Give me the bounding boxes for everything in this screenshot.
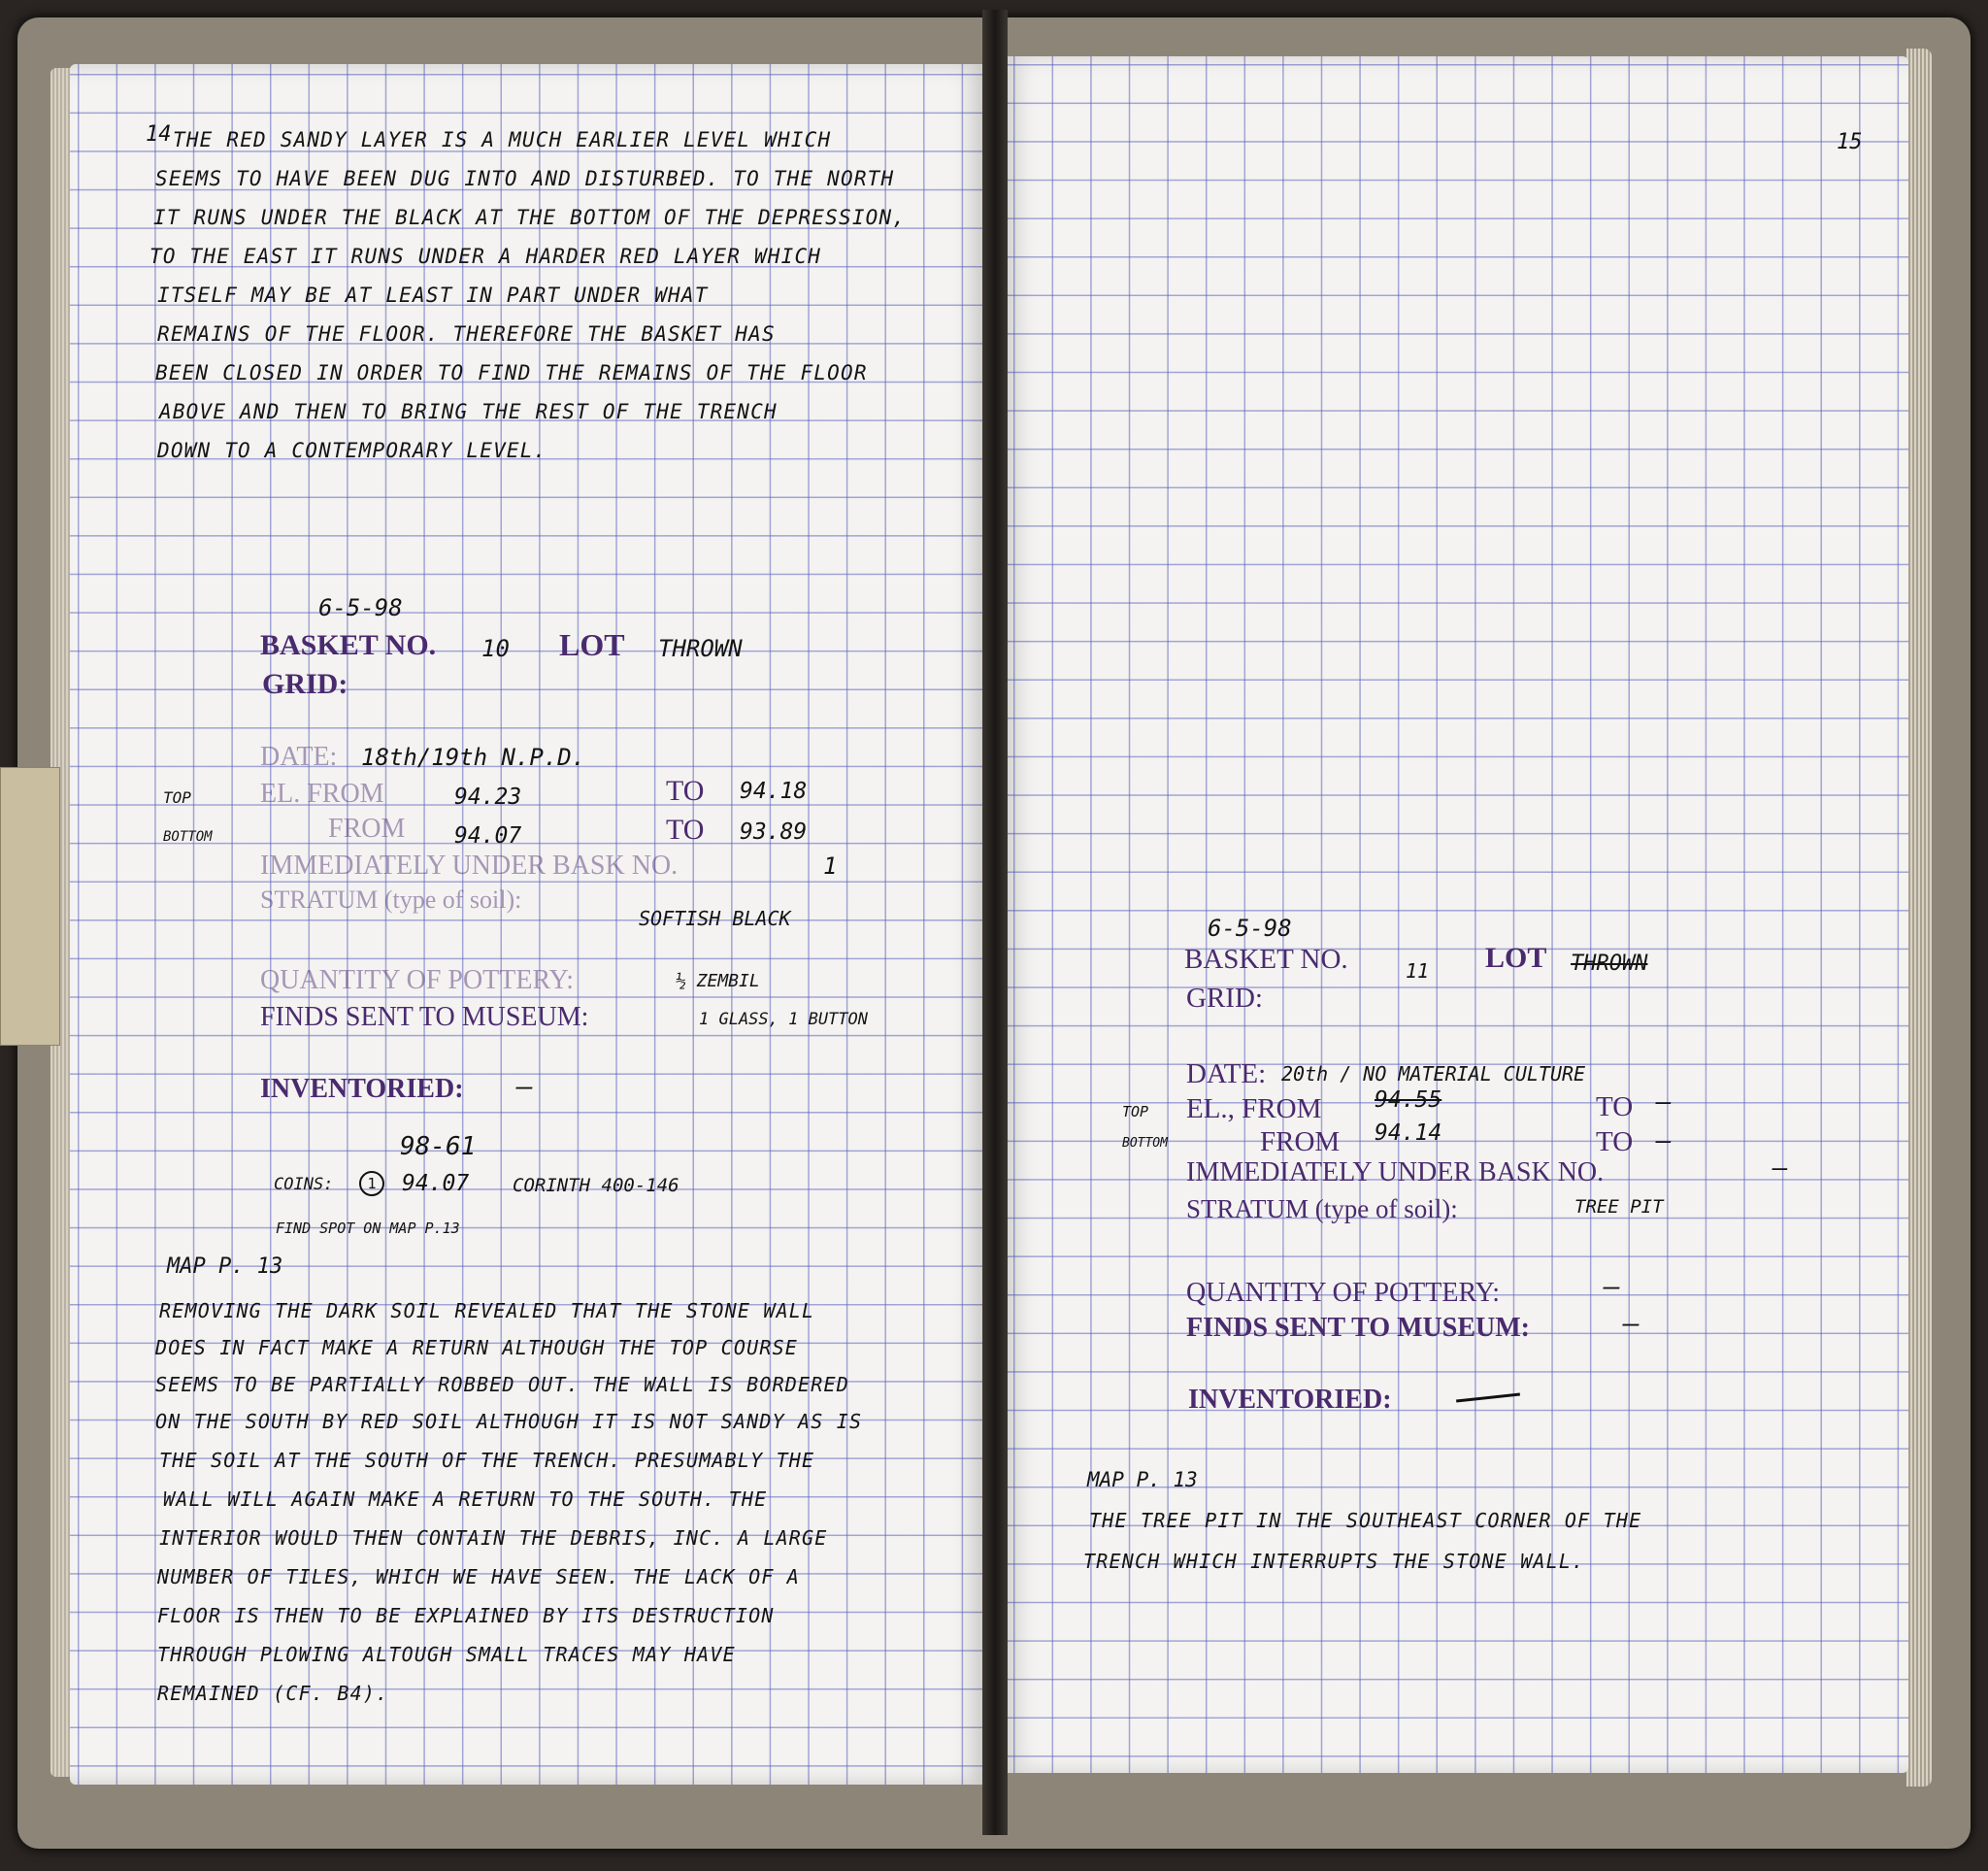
- text-line: REMAINED (CF. B4).: [157, 1682, 389, 1705]
- el-bottom-label: FROM: [1260, 1126, 1341, 1157]
- pottery-value: —: [1604, 1270, 1620, 1302]
- text-line: DOWN TO A CONTEMPORARY LEVEL.: [157, 439, 547, 462]
- text-line: ON THE SOUTH BY RED SOIL ALTHOUGH IT IS NOT SANDY AS IS: [155, 1410, 863, 1433]
- text-line: THE RED SANDY LAYER IS A MUCH EARLIER LEVEL WHICH: [173, 128, 832, 151]
- to-label: TO: [1596, 1091, 1634, 1122]
- date-label: DATE:: [260, 742, 338, 772]
- text-line: TO THE EAST IT RUNS UNDER A HARDER RED LAYER WHICH: [149, 245, 822, 268]
- notebook-spine: [982, 10, 1008, 1835]
- text-line: THE TREE PIT IN THE SOUTHEAST CORNER OF THE: [1089, 1509, 1642, 1532]
- text-line: REMAINS OF THE FLOOR. THEREFORE THE BASKET HAS: [157, 322, 776, 346]
- left-page-number: 14: [146, 122, 172, 147]
- to-label: TO: [666, 775, 705, 807]
- right-page: [1000, 56, 1908, 1773]
- inventoried-value: —: [516, 1070, 533, 1102]
- text-line: ITSELF MAY BE AT LEAST IN PART UNDER WHAT: [157, 284, 709, 307]
- text-line: BEEN CLOSED IN ORDER TO FIND THE REMAINS OF THE FLOOR: [155, 361, 868, 384]
- to-label-2: TO: [1596, 1126, 1634, 1157]
- el-label: EL. FROM: [260, 779, 384, 809]
- text-line: THE SOIL AT THE SOUTH OF THE TRENCH. PRESUMABLY THE: [159, 1449, 815, 1472]
- el-bottom-from: 94.07: [454, 823, 522, 849]
- lot-label: LOT: [1485, 942, 1547, 974]
- el-bottom-to: 93.89: [740, 819, 808, 845]
- elastic-band: [0, 767, 60, 1046]
- lot-value: THROWN: [1571, 952, 1648, 976]
- text-line: NUMBER OF TILES, WHICH WE HAVE SEEN. THE LACK OF A: [157, 1565, 801, 1588]
- under-label: IMMEDIATELY UNDER BASK NO.: [260, 851, 679, 881]
- text-line: FLOOR IS THEN TO BE EXPLAINED BY ITS DESTRUCTION: [157, 1604, 775, 1627]
- date-value: 18th/19th N.P.D.: [361, 744, 586, 771]
- top-label: TOP: [163, 788, 191, 807]
- coins-label: COINS:: [274, 1175, 334, 1194]
- el-top-to: 94.18: [740, 779, 808, 804]
- text-line: INTERIOR WOULD THEN CONTAIN THE DEBRIS, INC. A LARGE: [159, 1526, 828, 1550]
- text-line: IT RUNS UNDER THE BLACK AT THE BOTTOM OF THE DEPRESSION,: [153, 206, 907, 229]
- el-top-from: 94.55: [1375, 1087, 1442, 1113]
- under-value: 1: [823, 852, 838, 880]
- coin-number: 98-61: [400, 1132, 477, 1161]
- lot-value: THROWN: [658, 635, 743, 662]
- record-date: 6-5-98: [318, 594, 403, 621]
- find-spot-note: FIND SPOT ON MAP P.13: [276, 1219, 460, 1237]
- inventoried-label: INVENTORIED:: [1188, 1385, 1392, 1415]
- basket-label: BASKET NO.: [1184, 944, 1348, 975]
- pottery-label: QUANTITY OF POTTERY:: [260, 965, 575, 995]
- finds-label: FINDS SENT TO MUSEUM:: [260, 1002, 589, 1032]
- right-page-edges: [1906, 49, 1932, 1787]
- finds-label: FINDS SENT TO MUSEUM:: [1186, 1313, 1530, 1343]
- pottery-label: QUANTITY OF POTTERY:: [1186, 1278, 1501, 1308]
- text-line: DOES IN FACT MAKE A RETURN ALTHOUGH THE TOP COURSE: [155, 1336, 799, 1359]
- stratum-label: STRATUM (type of soil):: [260, 885, 522, 914]
- finds-value: —: [1623, 1307, 1640, 1339]
- text-line: WALL WILL AGAIN MAKE A RETURN TO THE SOUTH. THE: [163, 1487, 768, 1511]
- inventoried-label: INVENTORIED:: [260, 1074, 464, 1104]
- basket-number: 10: [481, 635, 510, 662]
- bottom-label: BOTTOM: [163, 829, 213, 845]
- inventoried-dash: [1456, 1393, 1520, 1403]
- text-line: THROUGH PLOWING ALTOUGH SMALL TRACES MAY HAVE: [157, 1643, 736, 1666]
- record-date: 6-5-98: [1208, 915, 1292, 942]
- coins-count: [359, 1171, 384, 1196]
- el-bottom-label: FROM: [328, 814, 406, 844]
- el-top-from: 94.23: [454, 785, 522, 810]
- stratum-value: SOFTISH BLACK: [639, 907, 791, 930]
- text-line: ABOVE AND THEN TO BRING THE REST OF THE TRENCH: [159, 400, 778, 423]
- map-reference: MAP P. 13: [1087, 1468, 1198, 1491]
- grid-label: GRID:: [1186, 983, 1263, 1014]
- right-page-number: 15: [1837, 130, 1863, 154]
- text-line: SEEMS TO HAVE BEEN DUG INTO AND DISTURBED. TO THE NORTH: [155, 167, 895, 190]
- lot-label: LOT: [559, 627, 625, 662]
- date-value: 20th / NO MATERIAL CULTURE: [1281, 1062, 1586, 1086]
- grid-label: GRID:: [262, 668, 348, 700]
- bottom-label: BOTTOM: [1122, 1136, 1168, 1151]
- under-value: —: [1773, 1153, 1788, 1183]
- el-bottom-to: —: [1656, 1126, 1672, 1155]
- under-label: IMMEDIATELY UNDER BASK NO.: [1186, 1157, 1605, 1187]
- stratum-value: TREE PIT: [1574, 1196, 1664, 1218]
- text-line: REMOVING THE DARK SOIL REVEALED THAT THE STONE WALL: [159, 1299, 815, 1322]
- basket-label: BASKET NO.: [260, 629, 437, 661]
- finds-value: 1 GLASS, 1 BUTTON: [699, 1010, 868, 1029]
- top-label: TOP: [1122, 1103, 1149, 1120]
- basket-number: 11: [1406, 959, 1430, 983]
- date-label: DATE:: [1186, 1058, 1267, 1089]
- coins-description: CORINTH 400-146: [513, 1175, 679, 1196]
- map-reference: MAP P. 13: [167, 1254, 283, 1279]
- pottery-value: ½ ZEMBIL: [676, 971, 760, 991]
- el-bottom-from: 94.14: [1375, 1120, 1442, 1146]
- stratum-label: STRATUM (type of soil):: [1186, 1194, 1458, 1223]
- el-top-to: —: [1656, 1087, 1672, 1117]
- el-label: EL., FROM: [1186, 1093, 1322, 1124]
- left-page: [70, 64, 990, 1785]
- text-line: TRENCH WHICH INTERRUPTS THE STONE WALL.: [1083, 1550, 1585, 1573]
- coins-elevation: 94.07: [402, 1171, 470, 1196]
- to-label-2: TO: [666, 814, 705, 846]
- text-line: SEEMS TO BE PARTIALLY ROBBED OUT. THE WALL IS BORDERED: [155, 1373, 850, 1396]
- coins-count-circle: 1: [359, 1171, 384, 1196]
